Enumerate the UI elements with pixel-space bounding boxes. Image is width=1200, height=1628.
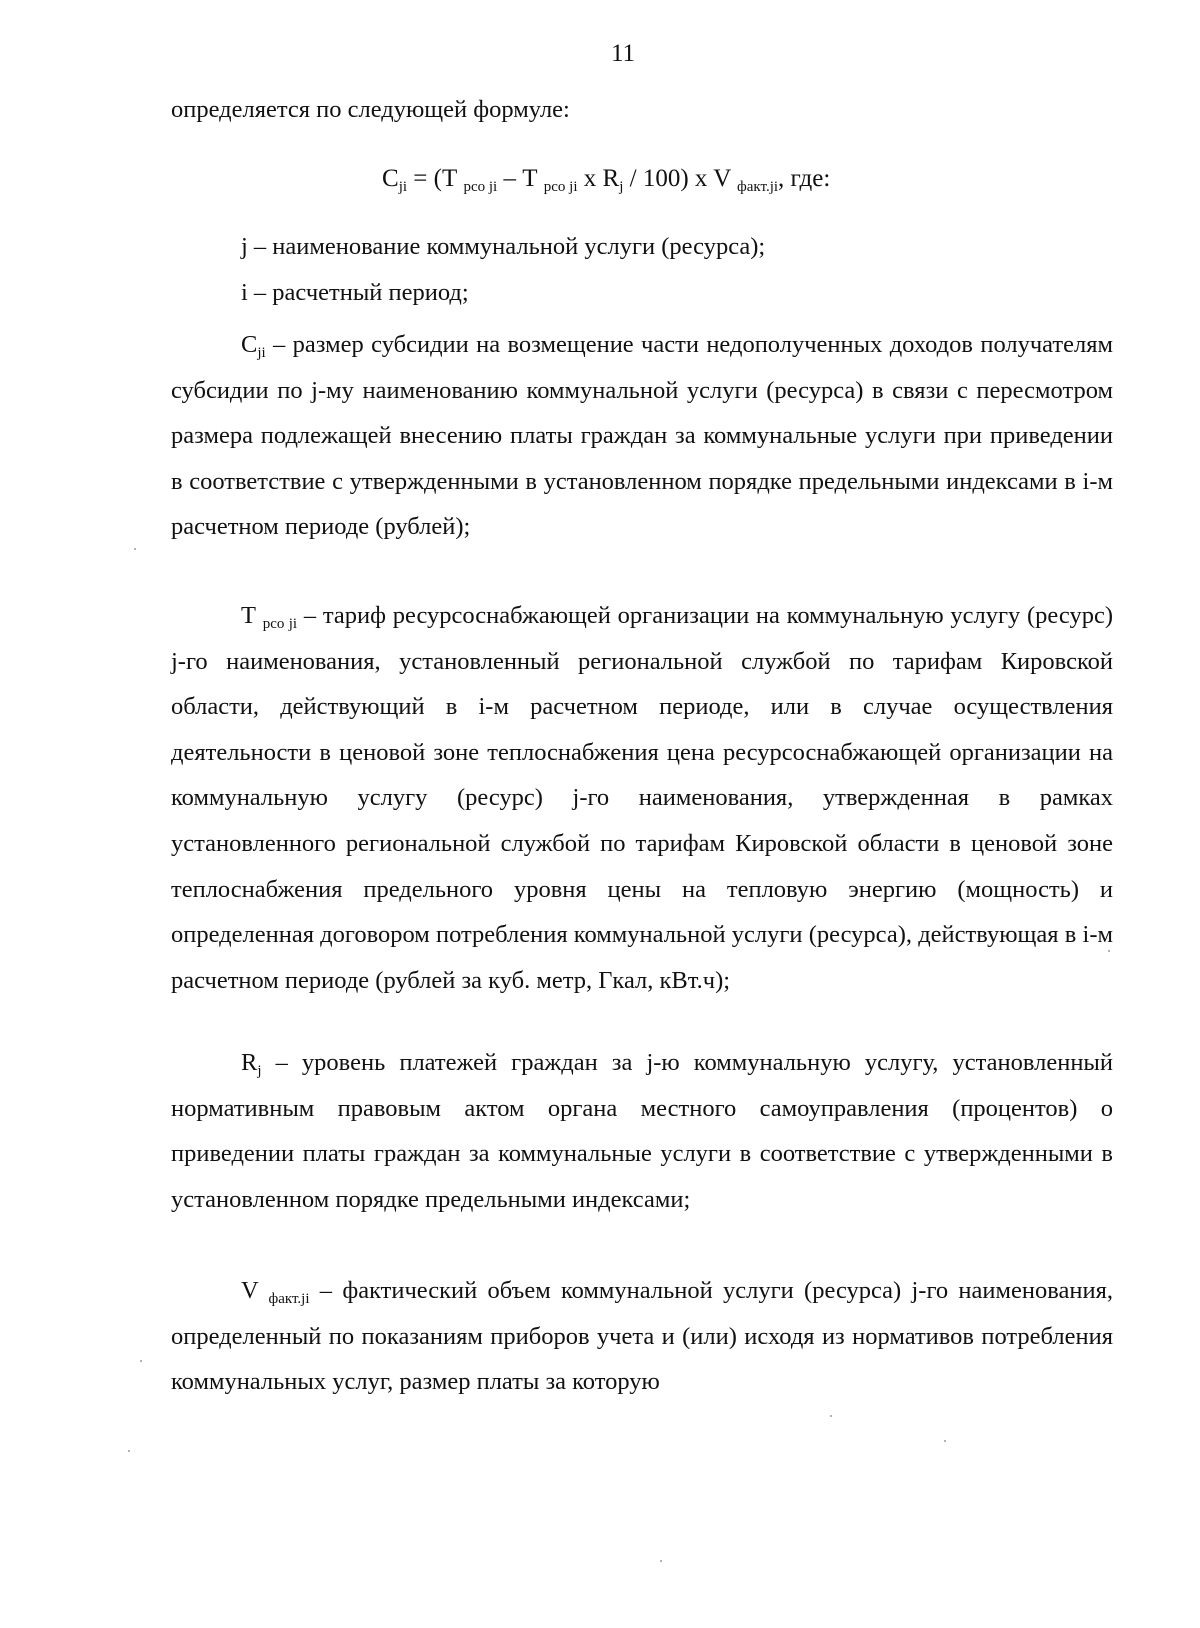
formula-r-sub: j: [619, 179, 624, 195]
definition-j-text: j – наименование коммунальной услуги (ресурса);: [241, 233, 766, 260]
formula-c-sub: ji: [398, 179, 408, 195]
definition-r-sub: j: [257, 1063, 262, 1079]
definition-v-symbol: V: [241, 1277, 269, 1304]
definition-t-text: – тариф ресурсоснабжающей организации на коммунальную услугу (ресурс) j-го наименования, установленный региональной службой по тарифам Кировской области, действующий в i-м расчетном периоде, или в случае осуществления деятельности в ценовой зоне теплоснабжения цена ресурсоснабжающей организации на коммунальную услугу (ресурс) j-го наименования, утвержденная в рамках установленного региональной службой по тарифам Кировской области в ценовой зоне теплоснабжения предельного уровня цены на тепловую энергию (мощность) и определенная договором потребления коммунальной услуги (ресурса), действующая в i-м расчетном периоде (рублей за куб. метр, Гкал, кВт.ч);: [171, 602, 1113, 994]
definition-i: [171, 277, 1113, 309]
scan-speck: [660, 1560, 662, 1562]
definition-r: [171, 1040, 1113, 1222]
formula-tail: , где:: [778, 165, 831, 192]
page-number: 11: [610, 40, 636, 67]
definition-c-text: – размер субсидии на возмещение части недополученных доходов получателям субсидии по j-му наименованию коммунальной услуги (ресурса) в связи с пересмотром размера подлежащей внесению платы граждан за коммунальные услуги при приведении в соответствие с утвержденными в установленном порядке предельными индексами в i-м расчетном периоде (рублей);: [171, 331, 1113, 541]
scan-speck: [830, 1415, 832, 1417]
definition-c: [171, 322, 1113, 550]
definition-i-text: i – расчетный период;: [241, 279, 469, 306]
intro-line: определяется по следующей формуле:: [171, 96, 570, 123]
formula-t1-sub: рсо ji: [463, 179, 498, 195]
scan-speck: [140, 1360, 142, 1362]
scan-speck: [1108, 950, 1110, 952]
definition-t: [171, 593, 1113, 1003]
definition-c-sub: ji: [257, 345, 266, 361]
scan-speck: [944, 1440, 946, 1442]
formula-minus: – Т: [497, 165, 544, 192]
formula-eq: = (Т: [407, 165, 464, 192]
formula-t2-sub: рсо ji: [543, 179, 578, 195]
definition-r-symbol: R: [241, 1049, 258, 1076]
formula-v-sub: факт.ji: [737, 179, 779, 195]
definition-t-symbol: Т: [241, 602, 263, 629]
formula: [382, 165, 830, 193]
definition-t-sub: рсо ji: [262, 616, 298, 632]
scan-speck: [128, 1450, 130, 1452]
formula-div: / 100) x V: [623, 165, 738, 192]
definition-v-sub: факт.ji: [268, 1291, 310, 1307]
definition-j: [171, 231, 1113, 263]
scan-speck: [134, 548, 136, 550]
definition-v: [171, 1268, 1113, 1405]
definition-c-symbol: C: [241, 331, 258, 358]
definition-v-text: – фактический объем коммунальной услуги (ресурса) j-го наименования, определенный по показаниям приборов учета и (или) исходя из нормативов потребления коммунальных услуг, размер платы за которую: [171, 1277, 1113, 1396]
definition-r-text: – уровень платежей граждан за j-ю коммунальную услугу, установленный нормативным правовым актом органа местного самоуправления (процентов) о приведении платы граждан за коммунальные услуги в соответствие с утвержденными в установленном порядке предельными индексами;: [171, 1049, 1113, 1213]
formula-c: C: [382, 165, 399, 192]
formula-times-r: x R: [577, 165, 620, 192]
